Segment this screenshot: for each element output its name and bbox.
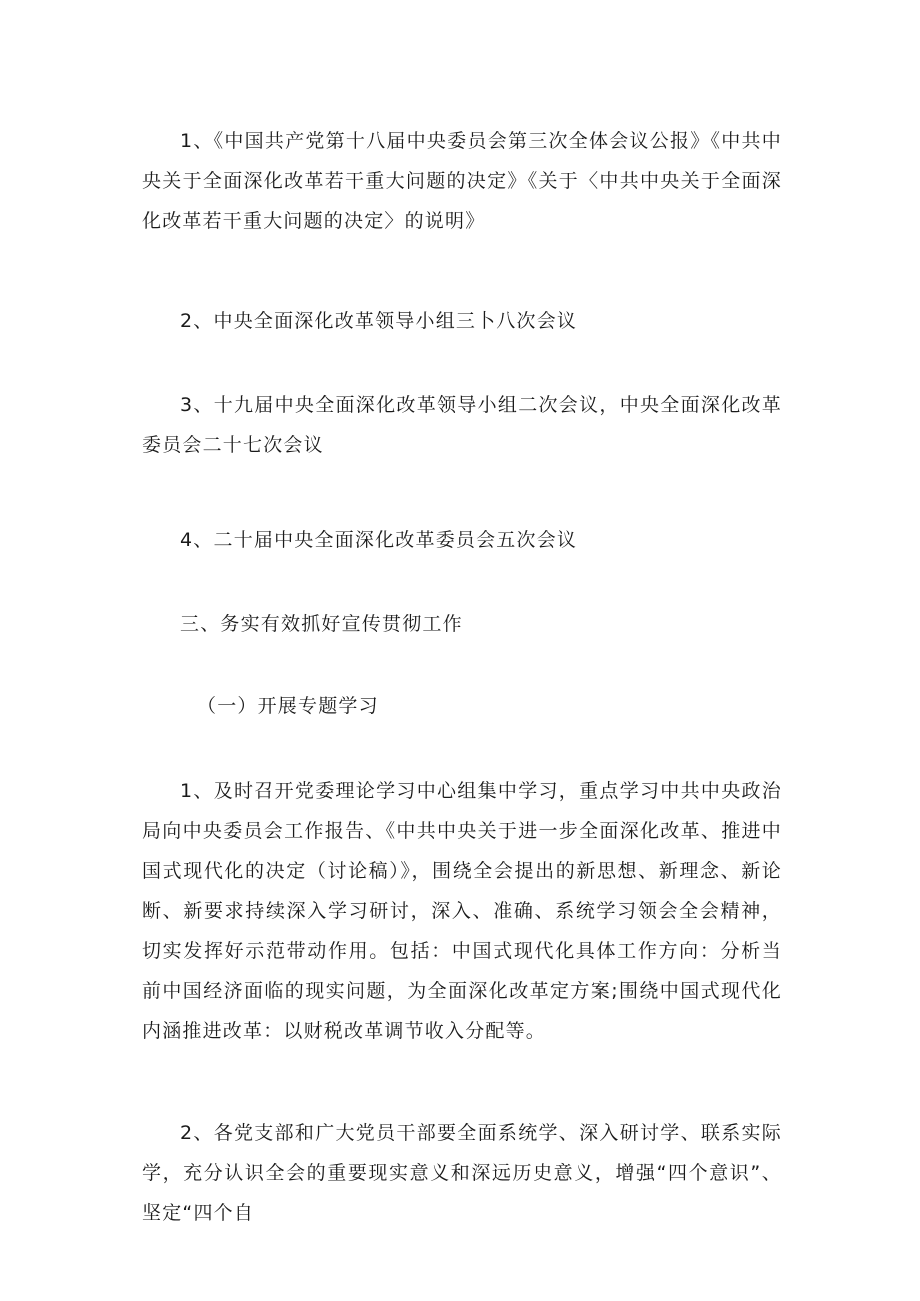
section-heading-3: 三、务实有效抓好宣传贯彻工作: [180, 613, 463, 635]
reference-item-3: 3、十九届中央全面深化改革领导小组二次会议，中央全面深化改革委员会二十七次会议: [142, 394, 782, 456]
reference-item-4: 4、二十届中央全面深化改革委员会五次会议: [180, 529, 578, 551]
body-paragraph-1: 1、及时召开党委理论学习中心组集中学习，重点学习中共中央政治局向中央委员会工作报告、《中共中央关于进一步全面深化改革、推进中国式现代化的决定（讨论稿）》，围绕全会提出的新思想、新理念、新论断、新要求持续深入学习研讨，深入、准确、系统学习领会全会精神，切实发挥好示范带动作用。包括：中国式现代化具体工作方向：分析当前中国经济面临的现实问题，为全面深化改革定方案;围绕中国式现代化内涵推进改革：以财税改革调节收入分配等。: [142, 780, 782, 1042]
body-paragraph-2: 2、各党支部和广大党员干部要全面系统学、深入研讨学、联系实际学，充分认识全会的重要现实意义和深远历史意义，增强“四个意识”、坚定“四个自: [142, 1122, 782, 1224]
reference-item-1: 1、《中国共产党第十八届中央委员会第三次全体会议公报》《中共中央关于全面深化改革若干重大问题的决定》《关于〈中共中央关于全面深化改革若干重大问题的决定〉的说明》: [142, 130, 782, 232]
subsection-heading-1: （一）开展专题学习: [197, 695, 379, 717]
reference-item-2: 2、中央全面深化改革领导小组三卜八次会议: [180, 310, 578, 332]
